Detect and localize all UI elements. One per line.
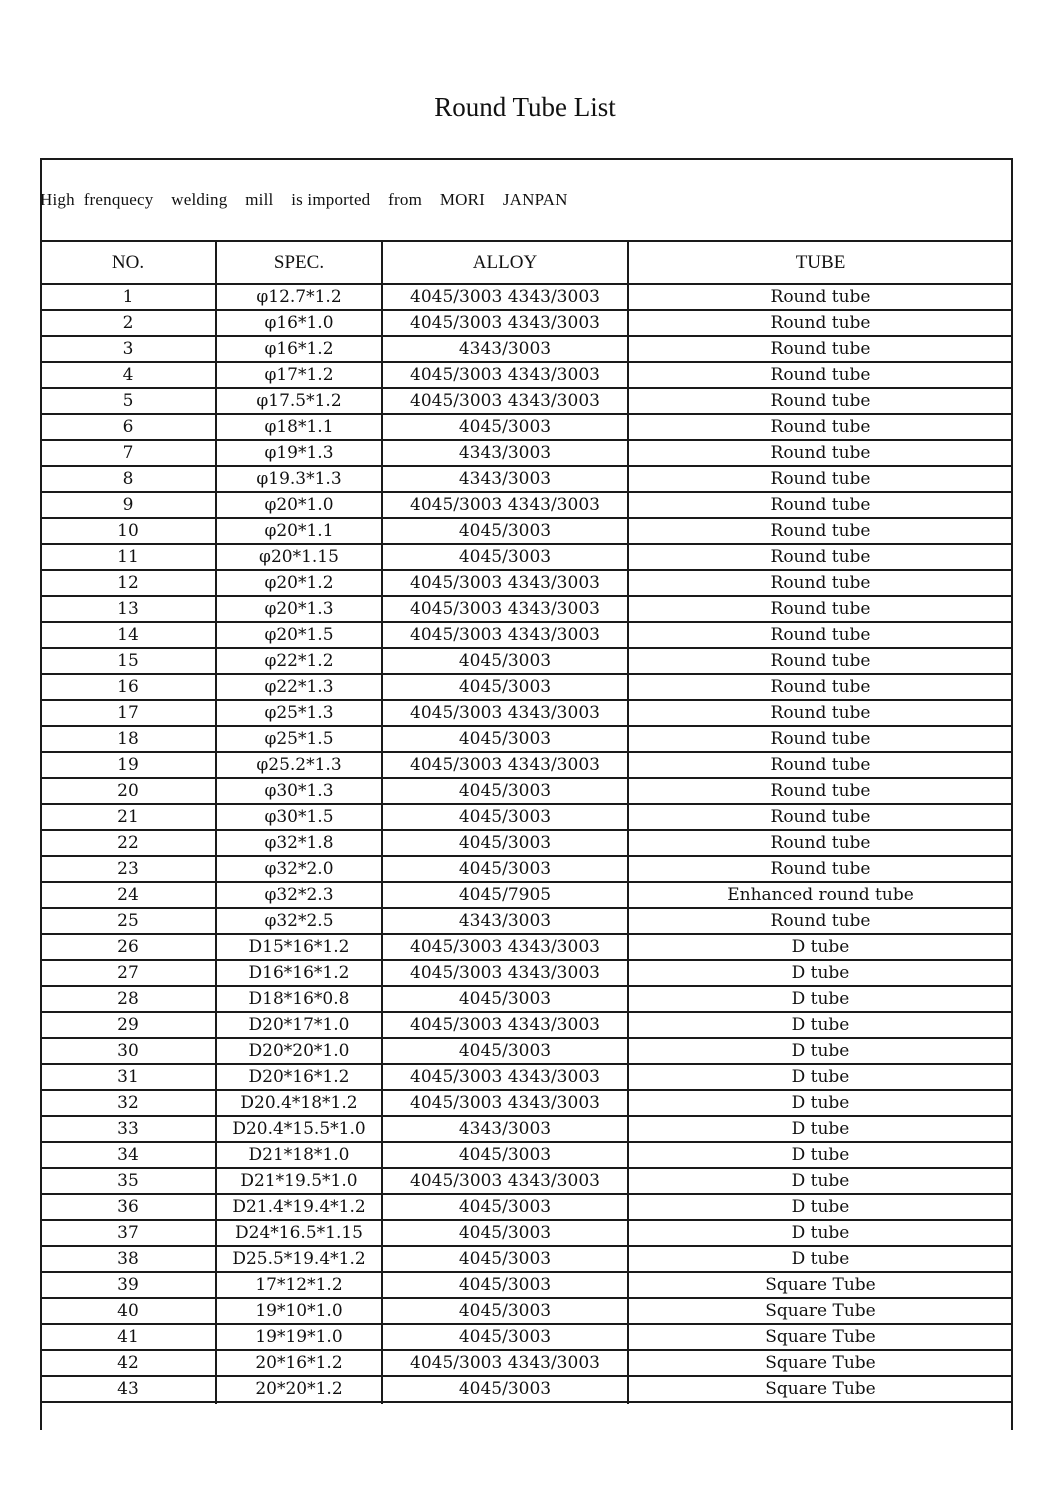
cell-alloy: 4045/3003 [458,547,552,567]
table-row [40,467,1013,493]
cell-no: 38 [117,1249,139,1269]
cell-no: 33 [117,1119,139,1139]
cell-tube: Round tube [770,417,871,437]
cell-no: 27 [117,963,139,983]
table-row [40,1013,1013,1039]
cell-no: 40 [117,1301,139,1321]
table-row [40,649,1013,675]
cell-no: 8 [122,469,134,489]
table-row [40,909,1013,935]
table-note: High frenquecy welding mill is imported from MORI JANPAN [40,190,568,209]
cell-alloy: 4045/3003 [458,729,552,749]
cell-tube: Square Tube [765,1327,876,1347]
cell-alloy: 4045/3003 4343/3003 [410,495,600,515]
cell-spec: φ22*1.2 [264,651,334,671]
cell-no: 37 [117,1223,139,1243]
table-row [40,805,1013,831]
cell-alloy: 4045/3003 [458,1249,552,1269]
cell-spec: φ20*1.1 [264,521,334,541]
cell-tube: D tube [791,1145,850,1165]
cell-alloy: 4045/3003 [458,677,552,697]
cell-spec: D21.4*19.4*1.2 [232,1197,366,1217]
cell-tube: Round tube [770,651,871,671]
cell-no: 34 [117,1145,139,1165]
cell-spec: D21*19.5*1.0 [240,1171,358,1191]
cell-alloy: 4045/3003 4343/3003 [410,391,600,411]
column-divider [381,240,383,1404]
table-row [40,597,1013,623]
cell-no: 12 [117,573,139,593]
cell-no: 43 [117,1379,139,1399]
header-no: NO. [111,251,145,273]
cell-spec: φ17.5*1.2 [256,391,342,411]
cell-no: 15 [117,651,139,671]
table-row [40,493,1013,519]
cell-no: 18 [117,729,139,749]
cell-tube: D tube [791,989,850,1009]
table-row [40,285,1013,311]
cell-alloy: 4343/3003 [458,469,552,489]
cell-tube: D tube [791,1119,850,1139]
table-row [40,1247,1013,1273]
table-row [40,1221,1013,1247]
table-row [40,1351,1013,1377]
table-row [40,1169,1013,1195]
cell-spec: φ20*1.5 [264,625,334,645]
table-header [40,240,1013,285]
cell-tube: Round tube [770,781,871,801]
cell-spec: φ32*1.8 [264,833,334,853]
cell-tube: D tube [791,937,850,957]
table-row [40,675,1013,701]
cell-tube: Round tube [770,573,871,593]
cell-spec: φ22*1.3 [264,677,334,697]
cell-tube: Round tube [770,469,871,489]
cell-alloy: 4045/3003 [458,521,552,541]
cell-alloy: 4343/3003 [458,443,552,463]
cell-spec: φ25.2*1.3 [256,755,342,775]
cell-no: 2 [122,313,134,333]
cell-spec: D20.4*18*1.2 [240,1093,358,1113]
table-row [40,363,1013,389]
cell-alloy: 4045/3003 [458,1145,552,1165]
cell-spec: φ20*1.3 [264,599,334,619]
cell-spec: φ25*1.5 [264,729,334,749]
cell-tube: Round tube [770,703,871,723]
cell-tube: D tube [791,1223,850,1243]
cell-spec: φ19.3*1.3 [256,469,342,489]
cell-tube: Round tube [770,443,871,463]
page-title: Round Tube List [434,92,616,122]
cell-no: 6 [122,417,134,437]
table-body [40,285,1013,1403]
cell-no: 5 [122,391,134,411]
cell-spec: φ12.7*1.2 [256,287,342,307]
cell-spec: φ32*2.5 [264,911,334,931]
cell-tube: Round tube [770,833,871,853]
cell-no: 24 [117,885,139,905]
cell-no: 13 [117,599,139,619]
cell-no: 39 [117,1275,139,1295]
cell-no: 14 [117,625,139,645]
cell-spec: D24*16.5*1.15 [235,1223,363,1243]
table-row [40,545,1013,571]
header-alloy: ALLOY [472,251,538,273]
cell-tube: Round tube [770,599,871,619]
cell-alloy: 4343/3003 [458,911,552,931]
cell-spec: D20*16*1.2 [248,1067,350,1087]
cell-tube: Round tube [770,911,871,931]
cell-no: 26 [117,937,139,957]
cell-tube: Round tube [770,547,871,567]
table-row [40,1273,1013,1299]
cell-tube: Round tube [770,495,871,515]
cell-spec: 17*12*1.2 [255,1275,343,1295]
cell-spec: 20*16*1.2 [255,1353,343,1373]
cell-spec: φ32*2.0 [264,859,334,879]
cell-tube: Round tube [770,729,871,749]
table-row [40,701,1013,727]
table-row [40,1065,1013,1091]
table-row [40,883,1013,909]
cell-alloy: 4045/3003 [458,1275,552,1295]
cell-no: 41 [117,1327,139,1347]
cell-alloy: 4045/3003 4343/3003 [410,313,600,333]
table-row [40,623,1013,649]
cell-no: 42 [117,1353,139,1373]
cell-tube: Round tube [770,807,871,827]
cell-no: 11 [117,547,139,567]
cell-tube: Round tube [770,313,871,333]
cell-alloy: 4045/7905 [458,885,552,905]
cell-alloy: 4045/3003 4343/3003 [410,625,600,645]
cell-no: 16 [117,677,139,697]
table-row [40,519,1013,545]
cell-spec: φ32*2.3 [264,885,334,905]
table-row [40,753,1013,779]
cell-no: 20 [117,781,139,801]
cell-tube: Round tube [770,339,871,359]
cell-alloy: 4045/3003 [458,859,552,879]
cell-alloy: 4045/3003 [458,781,552,801]
cell-alloy: 4045/3003 [458,417,552,437]
cell-no: 23 [117,859,139,879]
cell-alloy: 4045/3003 4343/3003 [410,1067,600,1087]
cell-spec: φ30*1.5 [264,807,334,827]
table-row [40,389,1013,415]
cell-no: 17 [117,703,139,723]
table-row [40,857,1013,883]
cell-alloy: 4045/3003 4343/3003 [410,703,600,723]
cell-tube: Round tube [770,755,871,775]
cell-tube: Square Tube [765,1275,876,1295]
cell-tube: D tube [791,1015,850,1035]
cell-alloy: 4045/3003 [458,1379,552,1399]
cell-no: 32 [117,1093,139,1113]
header-tube: TUBE [795,251,846,273]
cell-no: 35 [117,1171,139,1191]
cell-tube: Square Tube [765,1301,876,1321]
cell-tube: Square Tube [765,1379,876,1399]
cell-no: 10 [117,521,139,541]
cell-spec: D20.4*15.5*1.0 [232,1119,366,1139]
cell-tube: Round tube [770,625,871,645]
cell-alloy: 4045/3003 [458,1327,552,1347]
cell-no: 7 [122,443,134,463]
cell-spec: φ25*1.3 [264,703,334,723]
cell-alloy: 4045/3003 4343/3003 [410,365,600,385]
column-divider [215,240,217,1404]
cell-alloy: 4045/3003 [458,807,552,827]
cell-spec: φ20*1.0 [264,495,334,515]
cell-no: 9 [122,495,134,515]
table-row [40,1039,1013,1065]
table-row [40,935,1013,961]
cell-no: 1 [122,287,134,307]
table-row [40,727,1013,753]
cell-spec: D20*20*1.0 [248,1041,350,1061]
cell-no: 28 [117,989,139,1009]
table-row [40,1143,1013,1169]
cell-alloy: 4343/3003 [458,339,552,359]
table-row [40,1299,1013,1325]
table-row [40,337,1013,363]
cell-spec: D20*17*1.0 [248,1015,350,1035]
cell-no: 30 [117,1041,139,1061]
cell-spec: φ16*1.2 [264,339,334,359]
cell-tube: Square Tube [765,1353,876,1373]
cell-no: 21 [117,807,139,827]
cell-alloy: 4045/3003 4343/3003 [410,755,600,775]
cell-alloy: 4045/3003 [458,1223,552,1243]
table-row [40,1325,1013,1351]
cell-spec: 19*10*1.0 [255,1301,343,1321]
cell-spec: φ20*1.2 [264,573,334,593]
cell-alloy: 4045/3003 4343/3003 [410,599,600,619]
cell-no: 3 [122,339,134,359]
table-row [40,1195,1013,1221]
cell-spec: D16*16*1.2 [248,963,350,983]
cell-spec: 19*19*1.0 [255,1327,343,1347]
cell-alloy: 4343/3003 [458,1119,552,1139]
cell-alloy: 4045/3003 4343/3003 [410,573,600,593]
cell-alloy: 4045/3003 4343/3003 [410,1015,600,1035]
cell-tube: D tube [791,1041,850,1061]
cell-alloy: 4045/3003 [458,1041,552,1061]
cell-alloy: 4045/3003 4343/3003 [410,963,600,983]
cell-spec: φ18*1.1 [264,417,334,437]
cell-spec: D21*18*1.0 [248,1145,350,1165]
cell-spec: φ17*1.2 [264,365,334,385]
cell-alloy: 4045/3003 4343/3003 [410,1093,600,1113]
cell-tube: Round tube [770,521,871,541]
cell-tube: Round tube [770,287,871,307]
cell-no: 19 [117,755,139,775]
table-row [40,311,1013,337]
cell-tube: Round tube [770,391,871,411]
cell-spec: D15*16*1.2 [248,937,350,957]
cell-tube: Round tube [770,365,871,385]
table-row [40,571,1013,597]
table-row [40,779,1013,805]
cell-spec: D18*16*0.8 [248,989,350,1009]
cell-spec: φ30*1.3 [264,781,334,801]
cell-spec: φ19*1.3 [264,443,334,463]
cell-spec: φ16*1.0 [264,313,334,333]
table-row [40,1117,1013,1143]
cell-spec: D25.5*19.4*1.2 [232,1249,366,1269]
header-spec: SPEC. [273,251,325,273]
cell-alloy: 4045/3003 [458,989,552,1009]
table-row [40,1377,1013,1403]
cell-tube: D tube [791,1197,850,1217]
column-divider [627,240,629,1404]
cell-alloy: 4045/3003 [458,833,552,853]
table-row [40,961,1013,987]
cell-no: 4 [122,365,134,385]
table-row [40,415,1013,441]
cell-tube: Round tube [770,677,871,697]
cell-alloy: 4045/3003 4343/3003 [410,1353,600,1373]
table-row [40,1091,1013,1117]
cell-tube: Round tube [770,859,871,879]
table-row [40,831,1013,857]
cell-alloy: 4045/3003 4343/3003 [410,1171,600,1191]
cell-alloy: 4045/3003 4343/3003 [410,287,600,307]
cell-tube: D tube [791,1067,850,1087]
cell-alloy: 4045/3003 [458,651,552,671]
cell-no: 31 [117,1067,139,1087]
cell-no: 36 [117,1197,139,1217]
cell-no: 29 [117,1015,139,1035]
cell-tube: D tube [791,1171,850,1191]
cell-spec: φ20*1.15 [259,547,339,567]
cell-tube: D tube [791,963,850,983]
cell-alloy: 4045/3003 4343/3003 [410,937,600,957]
cell-no: 22 [117,833,139,853]
cell-alloy: 4045/3003 [458,1197,552,1217]
cell-no: 25 [117,911,139,931]
cell-tube: D tube [791,1093,850,1113]
cell-tube: D tube [791,1249,850,1269]
table-row [40,441,1013,467]
cell-tube: Enhanced round tube [727,885,914,905]
cell-alloy: 4045/3003 [458,1301,552,1321]
cell-spec: 20*20*1.2 [255,1379,343,1399]
table-row [40,987,1013,1013]
